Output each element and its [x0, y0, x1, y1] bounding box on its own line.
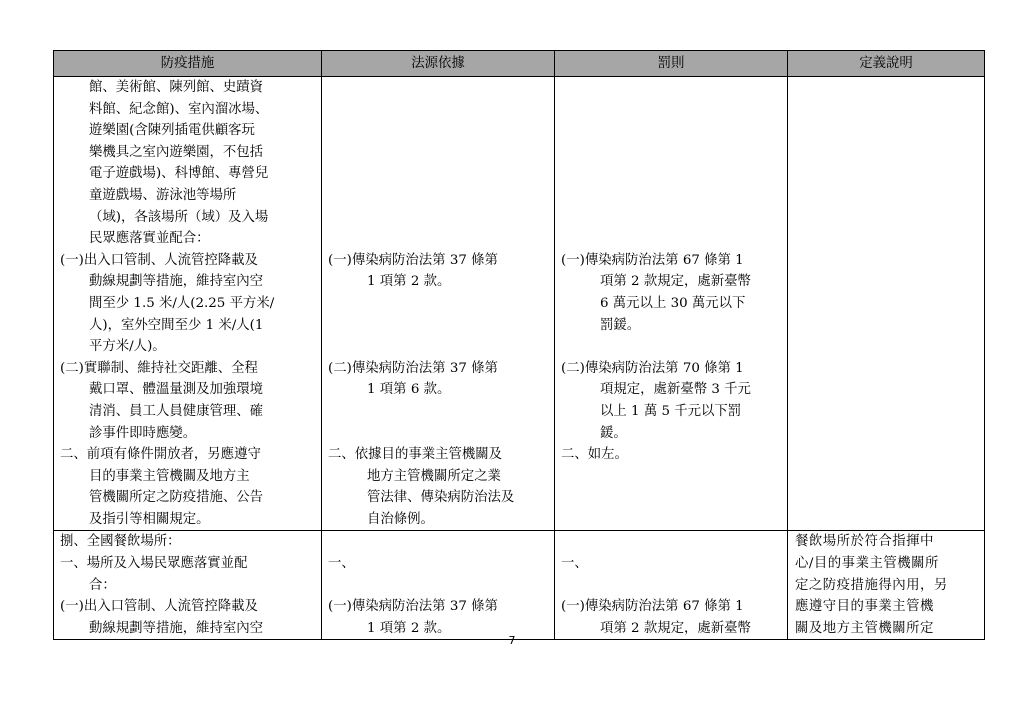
row2-measures-cell: [54, 531, 322, 640]
header-definition: 定義說明: [788, 51, 985, 77]
text-line: 合：: [89, 577, 116, 593]
text-line: 關及地方主管機關所定: [795, 620, 934, 636]
text-line: 自治條例。: [367, 511, 434, 527]
text-line: [322, 423, 554, 445]
text-line: [322, 185, 554, 207]
text-line: 餐飲場所於符合指揮中: [795, 534, 934, 550]
text-line: 戴口罩、體溫量測及加強環境: [89, 382, 264, 398]
text-line: [322, 77, 554, 99]
text-line: 館、美術館、陳列館、史蹟資: [89, 80, 264, 95]
text-line: [322, 120, 554, 142]
text-line: [555, 185, 787, 207]
text-line: 1 項第 6 款。: [367, 382, 451, 398]
text-line: [555, 509, 787, 531]
text-line: [322, 315, 554, 337]
text-line: [555, 207, 787, 229]
text-line: [555, 77, 787, 99]
header-row: [54, 51, 985, 77]
text-line: [555, 466, 787, 488]
text-line: (一)傳染病防治法第 37 條第: [328, 599, 498, 615]
text-line: （域)，各該場所（域）及入場: [89, 209, 269, 225]
text-line: [555, 120, 787, 142]
text-line: [555, 228, 787, 250]
text-line: [555, 487, 787, 509]
text-line: 樂機具之室內遊樂園，不包括: [89, 144, 264, 160]
text-line: 一、: [328, 556, 355, 572]
text-line: 以上 1 萬 5 千元以下罰: [600, 403, 742, 419]
text-line: (二)傳染病防治法第 37 條第: [328, 360, 498, 376]
row1-measures-cell: [54, 77, 322, 531]
text-line: (一)傳染病防治法第 37 條第: [328, 252, 498, 268]
text-line: [555, 575, 787, 597]
text-line: 診事件即時應變。: [89, 425, 197, 441]
text-line: [322, 207, 554, 229]
text-line: 遊樂園(含陳列插電供顧客玩: [89, 123, 255, 139]
text-line: [322, 99, 554, 121]
text-line: 項第 2 款規定，處新臺幣: [600, 274, 751, 290]
text-line: (一)傳染病防治法第 67 條第 1: [561, 252, 744, 268]
page-number: 7: [508, 634, 516, 647]
text-line: 鍰。: [600, 425, 627, 441]
text-line: 童遊戲場、游泳池等場所: [89, 187, 237, 203]
text-line: [322, 575, 554, 597]
text-line: (二)實聯制、維持社交距離、全程: [60, 360, 258, 376]
text-line: 民眾應落實並配合：: [89, 231, 210, 247]
text-line: [555, 99, 787, 121]
text-line: [555, 163, 787, 185]
text-line: 平方米/人)。: [89, 339, 166, 355]
regulation-table: [53, 50, 985, 640]
text-line: 捌、全國餐飲場所：: [60, 534, 181, 550]
text-line: [322, 531, 554, 553]
text-line: 管機關所定之防疫措施、公告: [89, 490, 264, 506]
text-line: 二、依據目的事業主管機關及: [328, 447, 503, 463]
text-line: 二、前項有條件開放者，另應遵守: [60, 447, 261, 463]
text-line: [322, 163, 554, 185]
text-line: 應遵守目的事業主管機: [795, 599, 934, 615]
row1-definition-cell: [788, 77, 985, 531]
text-line: 電子遊戲場)、科博館、專營兒: [89, 166, 269, 182]
text-line: 心/目的事業主管機關所: [795, 556, 939, 572]
text-line: 6 萬元以上 30 萬元以下: [600, 295, 746, 311]
text-line: 地方主管機關所定之業: [367, 468, 501, 484]
text-line: 一、: [561, 556, 588, 572]
header-penalty: 罰則: [555, 51, 788, 77]
text-line: [322, 228, 554, 250]
text-line: (一)出入口管制、人流管控降載及: [60, 599, 258, 615]
table-row: [54, 77, 985, 531]
text-line: (一)出入口管制、人流管控降載及: [60, 252, 258, 268]
row2-definition-cell: [788, 531, 985, 640]
text-line: [555, 531, 787, 553]
text-line: 動線規劃等措施，維持室內空: [89, 620, 264, 636]
text-line: 間至少 1.5 米/人(2.25 平方米/: [89, 295, 275, 311]
row2-legal-basis-cell: [322, 531, 555, 640]
text-line: (二)傳染病防治法第 70 條第 1: [561, 360, 744, 376]
text-line: 定之防疫措施得內用，另: [795, 577, 948, 593]
text-line: [322, 401, 554, 423]
text-line: 1 項第 2 款。: [367, 274, 451, 290]
text-line: 二、如左。: [561, 447, 628, 463]
row1-penalty-cell: [555, 77, 788, 531]
table-row: [54, 531, 985, 640]
text-line: 動線規劃等措施，維持室內空: [89, 274, 264, 290]
text-line: 清消、員工人員健康管理、確: [89, 403, 264, 419]
text-line: 料館、紀念館)、室內溜冰場、: [89, 101, 269, 117]
text-line: 一、場所及入場民眾應落實並配: [60, 556, 248, 572]
text-line: 目的事業主管機關及地方主: [89, 468, 250, 484]
text-line: 人)，室外空間至少 1 米/人(1: [89, 317, 264, 333]
text-line: [555, 336, 787, 358]
row1-legal-basis-cell: [322, 77, 555, 531]
text-line: 1 項第 2 款。: [367, 620, 451, 636]
header-measures: 防疫措施: [54, 51, 322, 77]
header-legal-basis: 法源依據: [322, 51, 555, 77]
row2-penalty-cell: [555, 531, 788, 640]
text-line: 項第 2 款規定，處新臺幣: [600, 620, 751, 636]
text-line: 及指引等相關規定。: [89, 511, 210, 527]
text-line: 管法律、傳染病防治法及: [367, 490, 515, 506]
text-line: 項規定，處新臺幣 3 千元: [600, 382, 751, 398]
text-line: [322, 293, 554, 315]
text-line: 罰鍰。: [600, 317, 641, 333]
text-line: [322, 142, 554, 164]
text-line: [322, 336, 554, 358]
text-line: [555, 142, 787, 164]
text-line: (一)傳染病防治法第 67 條第 1: [561, 599, 744, 615]
